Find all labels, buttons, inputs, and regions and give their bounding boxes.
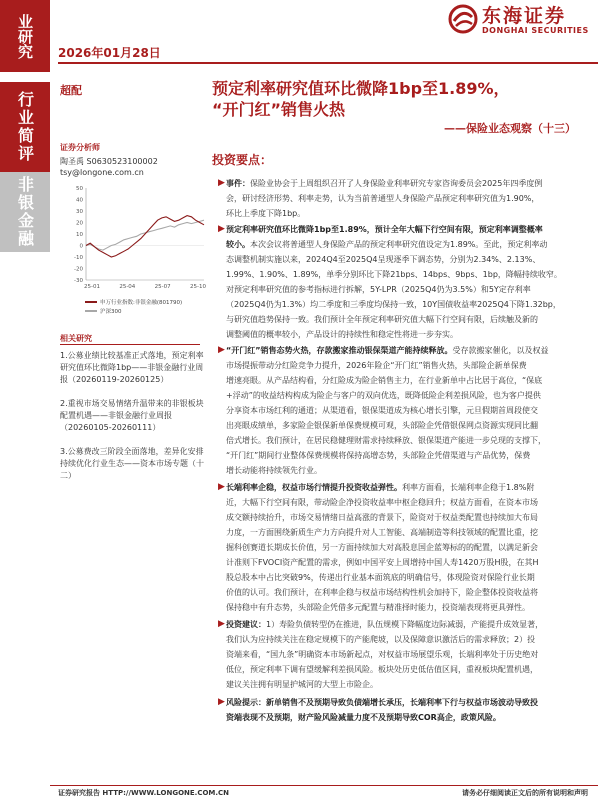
related-research-title: 相关研究 — [60, 334, 92, 343]
sector-series-line — [86, 216, 204, 257]
sidebar-top-label: 业研究 — [16, 13, 34, 59]
rating-badge: 超配 — [60, 84, 82, 97]
paragraph-line: 我们认为应持续关注在稳定规模下的产能爬坡，以及保障意识激活后的需求释放；2）投 — [226, 635, 536, 644]
analyst-name: 陶圣禹 S0630523100002 — [60, 157, 158, 166]
paragraph-line: 分享资本市场红利的通道；从渠道看，银保渠道成为核心增长引擎，元旦假期首周段使交 — [226, 406, 538, 415]
y-tick-label: 0 — [79, 243, 83, 250]
paragraph-line: 资端表现不及预期，财产险风险减量力度不及预期导致COR高企，政策风险。 — [226, 713, 501, 722]
sidebar-section-label: 行业简评 — [0, 82, 50, 172]
y-tick-label: 30 — [76, 209, 83, 215]
report-title-line2: “开门红”销售火热 — [212, 100, 346, 119]
paragraph-line: 调整阈值的概率较小，产品设计的持续性和稳定性将进一步夯实。 — [226, 330, 458, 339]
related-research-divider — [60, 344, 200, 345]
legend-item-benchmark — [85, 307, 122, 315]
paragraph-line: （2025Q4仍为1.3%）均二季度和三季度均保持一致，10Y国债收益率2025Q4下降1.32bp， — [226, 300, 561, 309]
footer-divider — [50, 785, 598, 786]
footer-website[interactable]: 证券研究报告 HTTP://WWW.LONGONE.COM.CN — [58, 789, 230, 797]
y-tick-label: -10 — [74, 255, 83, 261]
performance-chart — [58, 182, 208, 317]
analyst-email[interactable]: tsy@longone.com.cn — [60, 168, 144, 177]
footer-disclaimer: 请务必仔细阅读正文后的所有说明和声明 — [462, 789, 588, 797]
logo-text-cn: 东海证券 — [482, 5, 567, 27]
company-logo — [448, 0, 598, 40]
x-tick-label: 25-04 — [119, 284, 136, 290]
paragraph-event — [226, 176, 588, 221]
y-tick-label: 20 — [76, 220, 83, 227]
legend-swatch-sector — [85, 301, 97, 303]
paragraph-line: 增长动能将持续领先行业。 — [226, 466, 322, 475]
report-subtitle: ——保险业态观察（十三） — [444, 122, 576, 135]
sidebar — [0, 0, 50, 800]
bullet-icon: ▶ — [218, 224, 225, 234]
logo-mark-icon — [448, 4, 478, 34]
bullet-icon: ▶ — [218, 697, 225, 707]
paragraph-line: 价值的认可。我们预计，在利率企稳与权益市场结构性机会加持下，险企整体投资收益将 — [226, 588, 538, 597]
paragraph-line: 力度，一方面围绕新质生产力方向提升对人工智能、高端制造等科技领域的配置比重，挖 — [226, 528, 538, 537]
paragraph-line: 环比上季度下降1bp。 — [226, 209, 306, 218]
paragraph-risk — [226, 695, 588, 725]
key-points-heading: 投资要点： — [212, 153, 273, 167]
paragraph-line: 近，大幅下行空间有限，带动险企净投资收益率中枢企稳回升；权益方面看，在资本市场 — [226, 498, 538, 507]
paragraph-line: 1.99%、1.90%、1.89%，单季分别环比下降21bps、14bps、9bps、1bp，降幅持续收窄。 — [226, 270, 562, 279]
x-tick-label: 25-10 — [190, 284, 206, 290]
paragraph-line: 掘科创赛道长期成长价值，另一方面持续加大对高股息国企蓝筹标的的配置，以满足新会 — [226, 543, 538, 552]
paragraph-line: 对预定利率研究值的参考指标进行拆解，5Y-LPR（2025Q4仍为3.5%）和5Y定存利率 — [226, 285, 531, 294]
paragraph-line: 股总股本中占比突破9%，传递出行业基本面筑底的明确信号，体现险资对保险行业长期 — [226, 573, 535, 582]
paragraph-advice — [226, 617, 588, 692]
y-tick-label: 50 — [76, 186, 83, 192]
related-item[interactable]: 2.重视市场交易情绪升温带来的非银板块配置机遇——非银金融行业周报（20260105-20260111） — [60, 399, 204, 432]
paragraph-sales — [226, 343, 588, 478]
paragraph-line: 预定利率研究值环比微降1bp至1.89%，预计全年大幅下行空间有限，预定利率调整概率 — [226, 225, 543, 234]
paragraph-line: 倍式增长。我们预计，在居民稳健理财需求持续释放、银保渠道产能进一步兑现的支撑下， — [226, 436, 546, 445]
sidebar-blank — [0, 252, 50, 800]
paragraph-line: 出亮眼成绩单，多家险企银保新单保费规模可观，头部险企凭借银保网点资源实现同比翻 — [226, 421, 538, 430]
legend-label-benchmark: 沪深300 — [100, 309, 122, 315]
paragraph-line: 资端来看，“国九条”明确资本市场新起点，对权益市场展望乐观，长端利率处于历史绝对 — [226, 650, 539, 659]
related-item[interactable]: 3.公募费改三阶段全面落地，差异化安排持续优化行业生态——资本市场专题（十二） — [60, 447, 204, 480]
paragraph-line: 保持稳中有升态势，头部险企凭借多元配置与精准择时能力，投资端表现将更具弹性。 — [226, 603, 530, 612]
paragraph-line: 较小。本次会议将普通型人身保险产品的预定利率研究值设定为1.89%。至此，预定利率动 — [226, 240, 548, 249]
y-tick-label: 10 — [76, 232, 83, 238]
y-tick-label: 40 — [76, 197, 83, 204]
paragraph-line: 成交额持续抬升，市场交易情绪日益高涨的背景下，险资对于权益类配置也持续加大布局 — [226, 513, 538, 522]
paragraph-investment — [226, 480, 588, 615]
legend-label-sector: 申万行业指数:非银金融(801790) — [100, 300, 183, 306]
bullet-icon: ▶ — [218, 178, 225, 188]
paragraph-line: +浮动”的收益结构构成为险企与客户的双向优选，既降低险企利差损风险，也为客户提供 — [226, 391, 541, 400]
y-tick-label: -20 — [74, 266, 83, 273]
paragraph-line: 市场提振带动分红险竞争力提升，2026年险企“开门红”销售火热，头部险企新单保费 — [226, 361, 527, 370]
report-date: 2026年01月28日 — [58, 46, 161, 60]
paragraph-line: 计准则下FVOCI资产配置的需求，例如中国平安上周增持中国人寿1420万股H股，在其H — [226, 558, 539, 567]
paragraph-line: “开门红”期间行业整体保费规模将保持高增态势，头部险企凭借渠道与产品优势，保费 — [226, 451, 531, 460]
paragraph-line: 态调整机制实施以来，2024Q4至2025Q4呈现逐季下调态势，分别为2.34%、2.13%、 — [226, 255, 541, 264]
bullet-icon: ▶ — [218, 482, 225, 492]
paragraph-line: “开门红”销售态势火热，存款搬家推动银保渠道产能持续释放。受存款搬家催化，以及权益 — [226, 346, 549, 355]
report-title-line1: 预定利率研究值环比微降1bp至1.89%， — [212, 79, 510, 98]
related-item[interactable]: 1.公募业绩比较基准正式落地，预定利率研究值环比微降1bp——非银金融行业周报（20260119-20260125） — [60, 351, 204, 384]
y-tick-label: -30 — [74, 278, 83, 284]
sidebar-industry-label: 非银金融 — [0, 172, 50, 252]
x-tick-label: 25-01 — [84, 284, 100, 290]
paragraph-line: 低位，预定利率下调有望缓解利差损风险。板块处历史低估值区间，重视板块配置机遇， — [226, 665, 538, 674]
legend-swatch-benchmark — [85, 310, 97, 312]
bullet-icon: ▶ — [218, 345, 225, 355]
paragraph-line: 与研究值趋势保持一致。我们预计全年预定利率研究值大幅下行空间有限，后续触及新的 — [226, 315, 538, 324]
paragraph-line: 建议关注拥有明显护城河的大型上市险企。 — [226, 680, 378, 689]
bullet-icon: ▶ — [218, 619, 225, 629]
logo-text-en: DONGHAI SECURITIES — [482, 26, 589, 35]
paragraph-line: 会，研讨经济形势、利率走势，认为当前普通型人身保险产品预定利率研究值为1.90%， — [226, 194, 540, 203]
legend-item-sector — [85, 298, 182, 306]
paragraph-rate — [226, 222, 588, 342]
header-divider — [58, 62, 598, 64]
paragraph-line: 增速亮眼。从产品结构看，分红险成为险企销售主力，在行业新单中占比居于高位，“保底 — [226, 376, 543, 385]
paragraph-line: 事件：保险业协会于上周组织召开了人身保险业利率研究专家咨询委员会2025年四季度例 — [226, 179, 543, 188]
analyst-label: 证券分析师 — [60, 143, 100, 152]
paragraph-line: 投资建议：1）寿险负债转型仍在推进，队伍规模下降幅度边际减弱，产能提升成效显著， — [226, 620, 544, 629]
paragraph-line: 长端利率企稳，权益市场行情提升投资收益弹性。利率方面看，长端利率企稳于1.8%附 — [226, 483, 535, 492]
x-tick-label: 25-07 — [154, 284, 171, 290]
paragraph-line: 风险提示：新单销售不及预期导致负债端增长承压，长端利率下行与权益市场波动导致投 — [226, 698, 538, 707]
